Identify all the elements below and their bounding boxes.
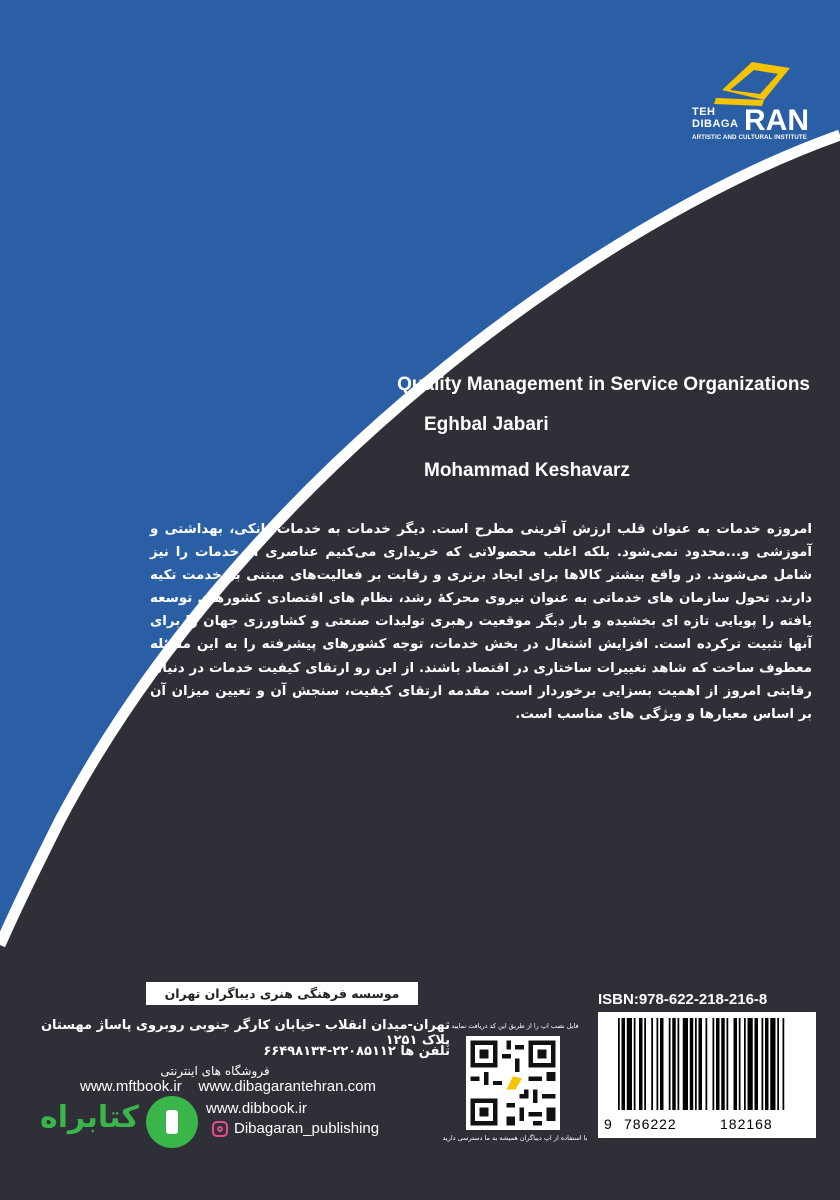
barcode-bar — [627, 1018, 632, 1110]
barcode-bar — [765, 1018, 769, 1110]
barcode-bar — [683, 1018, 688, 1110]
qr-code-icon[interactable] — [466, 1036, 560, 1130]
book-title: Quality Management in Service Organizations — [397, 374, 810, 395]
barcode-bar — [651, 1018, 653, 1110]
barcode-bar — [695, 1018, 697, 1110]
instagram-row[interactable] — [212, 1120, 379, 1137]
barcode-bars — [598, 1012, 816, 1114]
barcode-bar — [706, 1018, 708, 1110]
publisher-phone: تلفن ها ۲۲۰۸۵۱۱۲-۶۶۴۹۸۱۳۴ — [263, 1044, 450, 1059]
barcode-bar — [634, 1018, 636, 1110]
publisher-name: موسسه فرهنگی هنری دیباگران تهران — [146, 982, 418, 1005]
logo-subtitle: ARTISTIC AND CULTURAL INSTITUTE — [692, 134, 808, 141]
website-mftbook[interactable]: www.mftbook.ir — [80, 1078, 182, 1095]
barcode-bar — [678, 1018, 680, 1110]
barcode-bar — [699, 1018, 703, 1110]
qr-note-bottom: با استفاده از اپ دیباگران همیشه به ما دسترسی دارید — [442, 1134, 588, 1142]
website-dibagarantehran[interactable]: www.dibagarantehran.com — [198, 1078, 376, 1095]
barcode-bar — [690, 1018, 694, 1110]
barcode-bar — [739, 1018, 741, 1110]
logo-book-icon — [712, 60, 792, 106]
barcode-group-1: 786222 — [624, 1116, 677, 1132]
barcode-bar — [644, 1018, 646, 1110]
instagram-icon — [212, 1121, 228, 1137]
ketabrah-watermark — [40, 1096, 210, 1156]
author-2: Mohammad Keshavarz — [424, 460, 630, 481]
ketabrah-logo-icon — [146, 1096, 198, 1148]
logo-ran: RAN — [744, 104, 809, 137]
barcode-bar — [660, 1018, 664, 1110]
logo-teh: TEH — [692, 106, 716, 118]
barcode-bar — [734, 1018, 738, 1110]
online-stores-label: فروشگاه های اینترنتی — [160, 1064, 270, 1078]
publisher-address: تهران-میدان انقلاب -خیابان کارگر جنوبی روبروی پاساژ مهستان پلاک ۱۲۵۱ — [40, 1018, 450, 1048]
barcode-bar — [618, 1018, 620, 1110]
barcode-bar — [672, 1018, 676, 1110]
barcode-bar — [770, 1018, 775, 1110]
logo-dibaga: DIBAGA — [692, 118, 739, 130]
barcode-bar — [744, 1018, 746, 1110]
barcode-bar — [727, 1018, 729, 1110]
barcode-bar — [716, 1018, 720, 1110]
barcode-bar — [777, 1018, 779, 1110]
barcode-bar — [713, 1018, 715, 1110]
barcode-bar — [748, 1018, 753, 1110]
isbn-barcode — [598, 1012, 816, 1138]
barcode-bar — [622, 1018, 626, 1110]
instagram-handle: Dibagaran_publishing — [234, 1120, 380, 1137]
barcode-bar — [783, 1018, 785, 1110]
ketabrah-text: کتابراه — [40, 1100, 139, 1135]
barcode-group-2: 182168 — [720, 1116, 773, 1132]
websites-row — [80, 1078, 420, 1095]
barcode-bar — [762, 1018, 764, 1110]
barcode-lead-digit: 9 — [604, 1116, 612, 1132]
barcode-bar — [755, 1018, 759, 1110]
barcode-bar — [721, 1018, 725, 1110]
website-dibbook[interactable]: www.dibbook.ir — [206, 1100, 307, 1117]
qr-note-top: فایل نصب اپ را از طریق این کد دریافت نمایید — [451, 1022, 579, 1030]
book-description: امروزه خدمات به عنوان قلب ارزش آفرینی مطرح است. دیگر خدمات به خدمات بانکی، بهداشتی و آموزشی و...محدود نمی‌شود. بلکه اغلب محصولاتی که خریداری می‌کنیم عناصری از خدمات را نیز شامل می‌شوند. در واقع بیشتر کالاها برای ایجاد برتری و رقابت بر فعالیت‌های مبتنی بر خدمت تکیه دارند. تحول سازمان های خدماتی به عنوان نیروی محرکهٔ رشد، نظام های اقتصادی کشورهای توسعه یافته را پویایی تازه ای بخشیده و بار دیگر موقعیت رهبری تولیدات صنعتی و کشاورزی جهان را برای آنها تثبیت ترکرده است. افزایش اشتغال در بخش خدمات، توجه کشورهای پیشرفته را به این مسئله معطوف ساخت که شاهد تغییرات ساختاری در اقتصاد باشند. از این رو ارتقای کیفیت خدمات در دنیای رقابتی امروز از اهمیت بسزایی برخوردار است. مقدمه ارتقای کیفیت، سنجش آن و تعیین میزان آن بر اساس معیارها و ویژگی های مناسب است. — [150, 522, 812, 722]
barcode-bar — [669, 1018, 671, 1110]
author-1: Eghbal Jabari — [424, 414, 549, 435]
publisher-logo — [690, 60, 810, 160]
isbn-number: ISBN:978-622-218-216-8 — [598, 991, 768, 1008]
barcode-bar — [639, 1018, 643, 1110]
barcode-bar — [657, 1018, 659, 1110]
